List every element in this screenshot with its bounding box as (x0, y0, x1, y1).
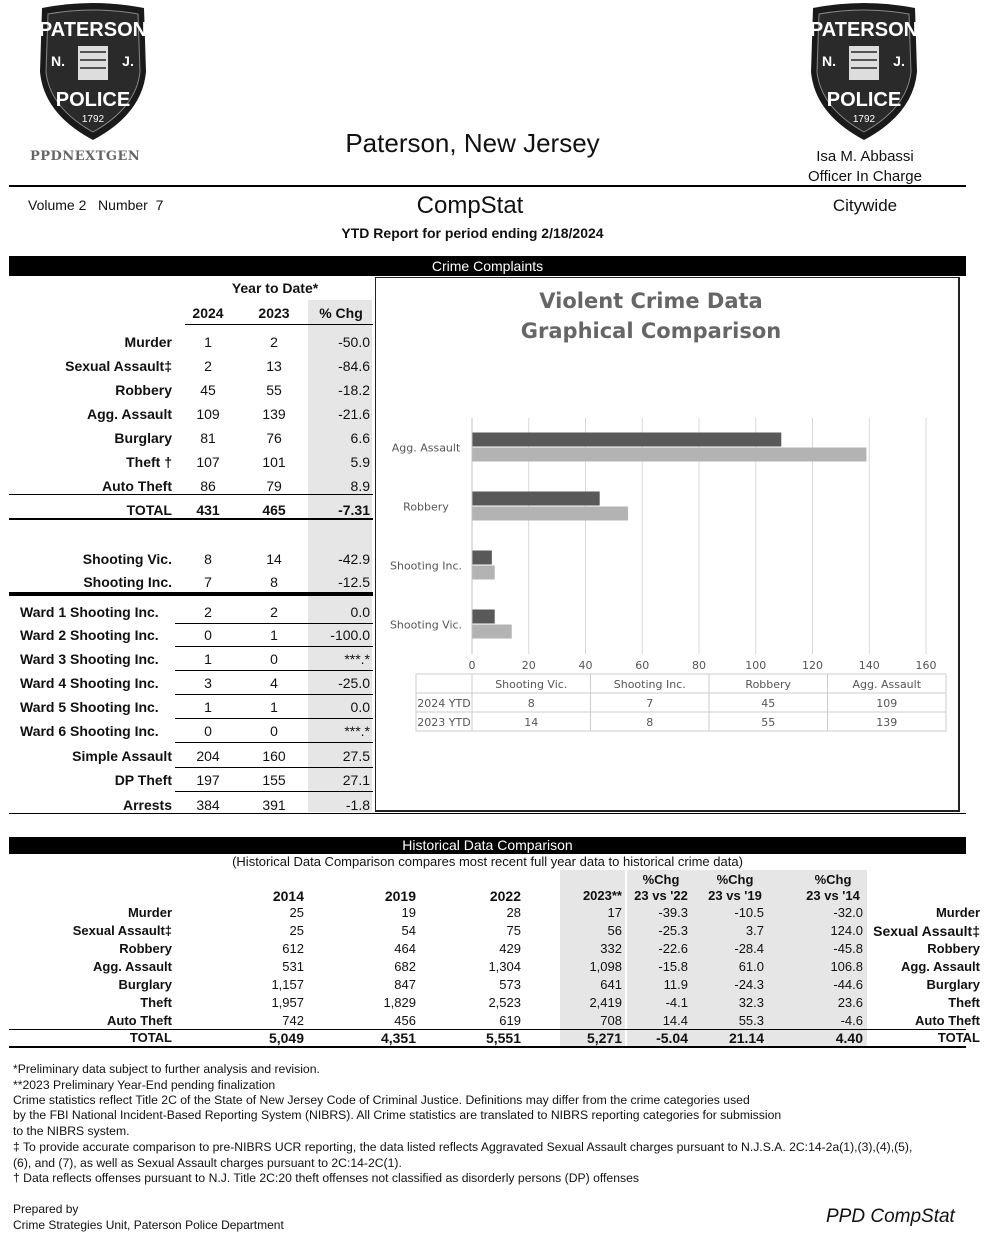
hist-row-2019: 464 (394, 941, 416, 956)
ytd-row-2024: 1 (204, 699, 212, 715)
badge-left-text: N. (51, 53, 65, 69)
hist-row-label-right: Auto Theft (915, 1013, 980, 1028)
ytd-row-label: Ward 6 Shooting Inc. (20, 723, 159, 739)
ytd-row-underline (175, 646, 373, 647)
hist-row-2022: 573 (499, 977, 521, 992)
ytd-group-header: Year to Date* (231, 280, 319, 296)
chart-table-header: Shooting Inc. (613, 678, 686, 691)
chart-x-tick-label: 40 (578, 659, 593, 672)
chart-category-label: Robbery (403, 500, 449, 514)
hist-row-label: Theft (140, 995, 172, 1010)
footnote-line: to the NIBRS system. (13, 1124, 130, 1138)
ytd-row-label: DP Theft (114, 772, 172, 788)
hist-row-label: Murder (127, 905, 172, 920)
chart-bar-2024-ytd (472, 492, 600, 506)
ytd-row-chg: -18.2 (338, 382, 370, 398)
crime-complaints-header: Crime Complaints (9, 256, 966, 276)
ytd-row-chg: 0.0 (350, 699, 370, 715)
hist-row-chg-22: -25.3 (658, 923, 688, 938)
badge-right-text: J. (122, 53, 134, 69)
ytd-row-chg: ***.* (344, 651, 370, 667)
hist-row-label-right: Theft (948, 995, 980, 1010)
ytd-row-label: Shooting Vic. (82, 551, 172, 567)
ytd-row-chg: -21.6 (338, 406, 370, 422)
ytd-shooting-rule (9, 592, 373, 596)
hist-row-label: Burglary (118, 977, 172, 992)
hist-row-2014: 531 (282, 959, 304, 974)
officer-title: Officer In Charge (808, 168, 922, 185)
chart-category-label: Agg. Assault (391, 441, 461, 455)
ytd-row-2024: 3 (204, 675, 212, 691)
hist-row-2014: 25 (289, 923, 304, 938)
hist-total-bottom-rule (9, 1046, 966, 1048)
violent-crime-chart (375, 277, 960, 812)
ytd-row-chg: 6.6 (350, 430, 370, 446)
ytd-row-2024: 204 (196, 748, 220, 764)
ytd-row-2023: 1 (270, 699, 278, 715)
hist-row-chg-19: -28.4 (734, 941, 764, 956)
hist-chg-19-bottom: 23 vs '19 (708, 888, 762, 903)
chart-table-value: 8 (527, 697, 535, 710)
ytd-col-2024: 2024 (192, 305, 224, 321)
ytd-row-chg: 27.5 (342, 748, 370, 764)
hist-row-2022: 75 (506, 923, 521, 938)
hist-row-chg-22: -15.8 (658, 959, 688, 974)
hist-row-label: Agg. Assault (93, 959, 172, 974)
footnote-line: Crime statistics reflect Title 2C of the State of New Jersey Code of Criminal Justice. Definitions may differ from the crime categories used (13, 1093, 750, 1107)
ytd-row-chg: 8.9 (350, 478, 370, 494)
ytd-total-top-rule (9, 494, 373, 495)
ytd-row-label: Ward 2 Shooting Inc. (20, 627, 159, 643)
chart-table-value: 45 (761, 697, 776, 710)
ytd-row-2023: 139 (262, 406, 286, 422)
prepared-by: Prepared by (13, 1202, 79, 1216)
hist-row-chg-19: 3.7 (745, 923, 764, 938)
chart-table-value: 109 (876, 697, 898, 710)
ytd-row-label: Ward 3 Shooting Inc. (20, 651, 159, 667)
ytd-row-2024: 1 (204, 334, 212, 350)
police-badge-left (34, 2, 152, 142)
hist-chg-22-top: %Chg (642, 872, 680, 887)
ytd-col-chg: % Chg (319, 305, 363, 321)
footnote-line: by the FBI National Incident-Based Reporting System (NIBRS). All Crime statistics are translated to NIBRS reporting categories for submission (13, 1108, 782, 1122)
hist-row-chg-19: 61.0 (738, 959, 764, 974)
hist-row-chg-14: -32.0 (833, 905, 863, 920)
chart-table-header: Agg. Assault (852, 678, 922, 691)
hist-row-label: TOTAL (129, 1030, 172, 1045)
historical-header: Historical Data Comparison (9, 837, 966, 854)
ytd-row-2023: 55 (266, 382, 282, 398)
hist-row-2019: 4,351 (380, 1030, 416, 1046)
ytd-row-2024: 0 (204, 723, 212, 739)
ytd-row-label: Auto Theft (102, 478, 172, 494)
hist-row-2019: 54 (401, 923, 416, 938)
ytd-row-2023: 79 (266, 478, 282, 494)
hist-row-2023: 332 (600, 941, 622, 956)
ytd-row-2023: 465 (262, 502, 286, 518)
chart-bar-2024-ytd (472, 610, 495, 624)
hist-chg-22-bottom: 23 vs '22 (634, 888, 688, 903)
city-title: Paterson, New Jersey (345, 128, 600, 158)
ytd-row-2023: 76 (266, 430, 282, 446)
hist-row-2019: 682 (394, 959, 416, 974)
ytd-row-chg: -1.8 (345, 797, 370, 813)
ytd-row-2023: 0 (270, 723, 278, 739)
chart-table-value: 14 (524, 716, 539, 729)
ytd-row-label: Ward 5 Shooting Inc. (20, 699, 159, 715)
ytd-row-2024: 8 (204, 551, 212, 567)
ytd-row-2023: 160 (262, 748, 286, 764)
ytd-row-underline (175, 742, 373, 743)
hist-row-2023: 708 (600, 1013, 622, 1028)
ytd-row-label: Robbery (115, 382, 172, 398)
hist-row-chg-14: 23.6 (837, 995, 863, 1010)
chart-bar-2024-ytd (472, 551, 492, 565)
ytd-row-2023: 155 (262, 772, 286, 788)
ytd-row-2024: 7 (204, 574, 212, 590)
hist-row-2014: 1,957 (271, 995, 304, 1010)
ytd-row-label: Murder (124, 334, 172, 350)
hist-row-chg-19: -10.5 (734, 905, 764, 920)
hist-row-2023: 2,419 (589, 995, 622, 1010)
hist-row-2022: 28 (506, 905, 521, 920)
hist-row-label-right: Burglary (926, 977, 980, 992)
hist-row-chg-22: -22.6 (658, 941, 688, 956)
ytd-row-2024: 81 (200, 430, 216, 446)
badge-year-text: 1792 (81, 114, 105, 125)
ytd-row-2023: 0 (270, 651, 278, 667)
chart-bar-2023-ytd (472, 566, 495, 580)
ytd-row-2024: 1 (204, 651, 212, 667)
ytd-row-underline (175, 670, 373, 671)
report-period: YTD Report for period ending 2/18/2024 (341, 225, 604, 241)
hist-row-chg-22: -39.3 (658, 905, 688, 920)
ytd-row-label: Burglary (114, 430, 172, 446)
ytd-row-chg: -84.6 (338, 358, 370, 374)
ytd-row-2023: 2 (270, 334, 278, 350)
chart-title-line: Violent Crime Data (539, 289, 763, 313)
hist-row-2023: 641 (600, 977, 622, 992)
hist-row-2022: 619 (499, 1013, 521, 1028)
chart-table-header: Shooting Vic. (495, 678, 568, 691)
footnote-line: **2023 Preliminary Year-End pending finalization (13, 1078, 276, 1092)
ytd-col-2023: 2023 (258, 305, 290, 321)
hist-chg-19-top: %Chg (716, 872, 754, 887)
ytd-row-underline (175, 623, 373, 624)
ytd-row-chg: 27.1 (342, 772, 370, 788)
svg-text:N.: N. (822, 53, 836, 69)
ytd-row-chg: 5.9 (350, 454, 370, 470)
hist-row-2022: 1,304 (488, 959, 521, 974)
header-rule (9, 185, 966, 187)
hist-row-2023: 17 (607, 905, 622, 920)
ytd-row-2023: 101 (262, 454, 286, 470)
footnote-line: *Preliminary data subject to further analysis and revision. (13, 1062, 320, 1076)
footnote-line: (6), and (7), as well as Sexual Assault charges pursuant to 2C:14-2C(1). (13, 1156, 402, 1170)
ytd-col-underline (185, 324, 373, 325)
ytd-row-2024: 86 (200, 478, 216, 494)
ytd-row-2023: 8 (270, 574, 278, 590)
ytd-row-2024: 2 (204, 604, 212, 620)
ytd-row-2024: 431 (196, 502, 220, 518)
hist-row-2022: 2,523 (488, 995, 521, 1010)
report-name: CompStat (416, 192, 524, 219)
hist-row-2014: 25 (289, 905, 304, 920)
hist-col-2019: 2019 (384, 888, 416, 904)
ytd-row-underline (175, 718, 373, 719)
prepared-unit: Crime Strategies Unit, Paterson Police Department (13, 1218, 284, 1232)
hist-row-chg-22: -5.04 (656, 1030, 688, 1046)
chart-bar-2023-ytd (472, 507, 628, 521)
chart-table-series-name: 2024 YTD (417, 697, 471, 710)
ytd-row-label: TOTAL (126, 502, 172, 518)
hist-total-top-rule (9, 1029, 966, 1030)
svg-text:POLICE: POLICE (826, 89, 902, 111)
hist-row-2014: 612 (282, 941, 304, 956)
chart-table-header: Robbery (745, 678, 792, 691)
chart-table-value: 8 (646, 716, 654, 729)
svg-text:1792: 1792 (852, 114, 876, 125)
ytd-row-underline (175, 694, 373, 695)
chart-category-label: Shooting Inc. (390, 559, 462, 573)
ytd-row-2024: 109 (196, 406, 220, 422)
ytd-row-underline (175, 791, 373, 792)
footnote-line: † Data reflects offenses pursuant to N.J. Title 2C:20 theft offenses not classified as disorderly persons (DP) offenses (13, 1171, 639, 1185)
hist-row-2014: 1,157 (271, 977, 304, 992)
ytd-row-2023: 13 (266, 358, 282, 374)
chart-table-value: 7 (646, 697, 654, 710)
ytd-row-chg: -50.0 (338, 334, 370, 350)
ytd-row-label: Ward 1 Shooting Inc. (20, 604, 159, 620)
ytd-row-2024: 0 (204, 627, 212, 643)
nextgen-logo: PPDNEXTGEN (30, 149, 141, 164)
hist-row-chg-22: -4.1 (665, 995, 688, 1010)
chart-x-tick-label: 0 (468, 659, 476, 672)
footnote-line: ‡ To provide accurate comparison to pre-NIBRS UCR reporting, the data listed reflects Aggravated Sexual Assault charges pursuant to N.J.S.A. 2C:14-2a(1),(3),(4),(5), (13, 1140, 913, 1154)
chart-title-line: Graphical Comparison (520, 319, 782, 343)
officer-name: Isa M. Abbassi (816, 148, 914, 165)
chart-table-series-name: 2023 YTD (417, 716, 471, 729)
ytd-row-label: Arrests (122, 797, 172, 813)
ytd-row-2023: 1 (270, 627, 278, 643)
svg-text:J.: J. (893, 53, 905, 69)
hist-row-label-right: TOTAL (937, 1030, 980, 1045)
hist-row-label-right: Murder (935, 905, 980, 920)
chart-x-tick-label: 140 (858, 659, 880, 672)
hist-row-chg-19: 55.3 (738, 1013, 764, 1028)
hist-col-2023: 2023** (582, 888, 622, 903)
ytd-row-2024: 45 (200, 382, 216, 398)
chart-x-tick-label: 120 (802, 659, 823, 672)
ytd-row-underline (175, 767, 373, 768)
hist-row-label-right: Robbery (927, 941, 980, 956)
ytd-row-chg: -12.5 (338, 574, 370, 590)
historical-subtitle: (Historical Data Comparison compares most recent full year data to historical crime data) (232, 854, 743, 869)
ytd-row-2024: 107 (196, 454, 220, 470)
hist-row-chg-19: -24.3 (734, 977, 764, 992)
ytd-row-label: Shooting Inc. (83, 574, 172, 590)
hist-row-2014: 5,049 (268, 1030, 304, 1046)
hist-row-2022: 5,551 (485, 1030, 521, 1046)
police-badge-right (805, 2, 923, 142)
ytd-row-2024: 197 (196, 772, 220, 788)
hist-row-label: Robbery (119, 941, 172, 956)
ytd-row-2023: 391 (262, 797, 286, 813)
ytd-row-chg: -25.0 (338, 675, 370, 691)
ytd-row-2023: 14 (266, 551, 282, 567)
ytd-row-2023: 4 (270, 675, 278, 691)
chart-x-tick-label: 160 (915, 659, 937, 672)
hist-row-label: Sexual Assault‡ (72, 923, 172, 938)
hist-row-2014: 742 (282, 1013, 304, 1028)
hist-row-2022: 429 (499, 941, 521, 956)
hist-row-chg-19: 32.3 (738, 995, 764, 1010)
ytd-row-2024: 2 (204, 358, 212, 374)
ytd-row-chg: ***.* (344, 723, 370, 739)
hist-row-2019: 456 (394, 1013, 416, 1028)
chart-table-value: 139 (876, 716, 898, 729)
report-scope: Citywide (832, 196, 898, 215)
hist-row-chg-14: 4.40 (835, 1030, 863, 1046)
hist-row-chg-14: 124.0 (830, 923, 863, 938)
hist-col-2014: 2014 (272, 888, 304, 904)
chart-category-label: Shooting Vic. (389, 618, 463, 632)
ytd-total-bottom-rule (9, 518, 373, 520)
ytd-row-2024: 384 (196, 797, 220, 813)
badge-top-text: PATERSON (38, 19, 148, 41)
chart-x-tick-label: 60 (635, 659, 650, 672)
chart-x-tick-label: 80 (692, 659, 706, 672)
hist-row-2019: 847 (394, 977, 416, 992)
ytd-row-chg: -100.0 (330, 627, 370, 643)
hist-chg-14-top: %Chg (814, 872, 852, 887)
hist-col-2022: 2022 (489, 888, 521, 904)
hist-row-chg-14: -45.8 (833, 941, 863, 956)
ytd-row-chg: -42.9 (338, 551, 370, 567)
ytd-row-label: Agg. Assault (86, 406, 172, 422)
hist-row-label-right: Agg. Assault (901, 959, 980, 974)
ytd-row-label: Sexual Assault‡ (65, 358, 172, 374)
hist-row-chg-22: 11.9 (663, 977, 688, 992)
svg-text:PATERSON: PATERSON (809, 19, 919, 41)
chart-x-tick-label: 100 (745, 659, 767, 672)
hist-row-chg-14: -44.6 (833, 977, 863, 992)
hist-row-2023: 5,271 (586, 1030, 622, 1046)
ytd-row-label: Theft † (126, 454, 172, 470)
hist-row-chg-22: 14.4 (662, 1013, 688, 1028)
chart-bar-2024-ytd (472, 433, 781, 447)
hist-row-2019: 1,829 (383, 995, 416, 1010)
chart-bar-2023-ytd (472, 448, 866, 462)
hist-row-2023: 1,098 (589, 959, 622, 974)
ytd-row-chg: 0.0 (350, 604, 370, 620)
hist-row-2023: 56 (607, 923, 622, 938)
hist-row-chg-19: 21.14 (728, 1030, 764, 1046)
footer-brand: PPD CompStat (826, 1206, 955, 1227)
chart-bar-2023-ytd (472, 625, 512, 639)
hist-row-chg-14: -4.6 (840, 1013, 863, 1028)
hist-row-chg-14: 106.8 (830, 959, 863, 974)
hist-chg-14-bottom: 23 vs '14 (806, 888, 860, 903)
hist-row-label-right: Sexual Assault‡ (873, 923, 980, 939)
volume-number: Volume 2 Number 7 (28, 197, 164, 213)
hist-row-label: Auto Theft (107, 1013, 172, 1028)
ytd-row-label: Ward 4 Shooting Inc. (20, 675, 159, 691)
badge-middle-text: POLICE (55, 89, 131, 111)
hist-row-2019: 19 (401, 905, 416, 920)
ytd-row-chg: -7.31 (338, 502, 370, 518)
ytd-row-label: Simple Assault (72, 748, 172, 764)
chart-x-tick-label: 20 (521, 659, 536, 672)
chart-table-value: 55 (761, 716, 776, 729)
ytd-bottom-rule (9, 813, 966, 814)
ytd-row-2023: 2 (270, 604, 278, 620)
